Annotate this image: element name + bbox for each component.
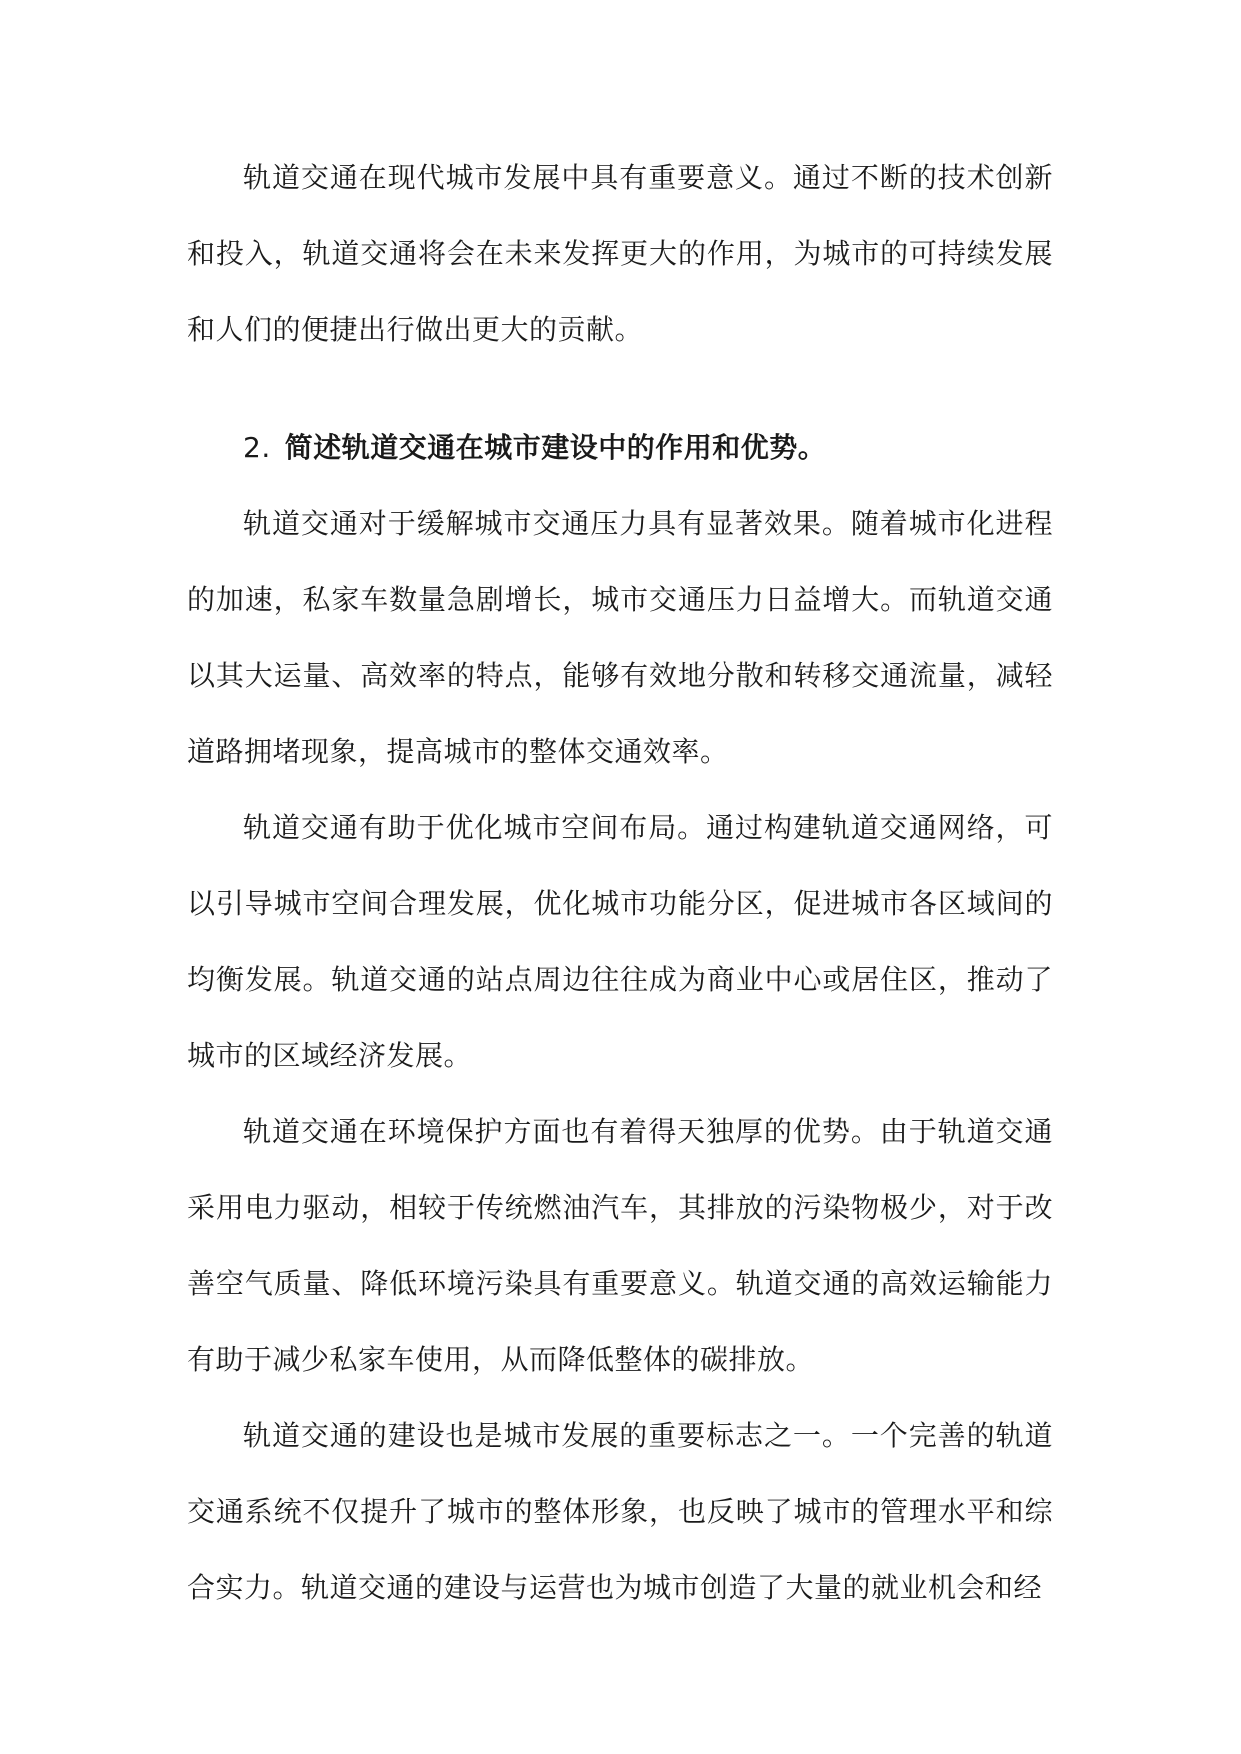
- section-spacer: [187, 368, 1053, 410]
- section-heading: [187, 410, 1053, 486]
- intro-paragraph: 轨道交通在现代城市发展中具有重要意义。通过不断的技术创新和投入，轨道交通将会在未来发挥更大的作用，为城市的可持续发展和人们的便捷出行做出更大的贡献。: [187, 161, 1053, 346]
- body-paragraph-3: 轨道交通在环境保护方面也有着得天独厚的优势。由于轨道交通采用电力驱动，相较于传统燃油汽车，其排放的污染物极少，对于改善空气质量、降低环境污染具有重要意义。轨道交通的高效运输能力有助于减少私家车使用，从而降低整体的碳排放。: [187, 1115, 1053, 1376]
- section-number: 2.: [243, 431, 271, 464]
- body-paragraph-4: 轨道交通的建设也是城市发展的重要标志之一。一个完善的轨道交通系统不仅提升了城市的整体形象，也反映了城市的管理水平和综合实力。轨道交通的建设与运营也为城市创造了大量的就业机会和经: [187, 1419, 1053, 1604]
- section-title: 简述轨道交通在城市建设中的作用和优势。: [284, 431, 827, 464]
- body-paragraph-1: 轨道交通对于缓解城市交通压力具有显著效果。随着城市化进程的加速，私家车数量急剧增长，城市交通压力日益增大。而轨道交通以其大运量、高效率的特点，能够有效地分散和转移交通流量，减轻道路拥堵现象，提高城市的整体交通效率。: [187, 507, 1053, 768]
- body-paragraph-2: 轨道交通有助于优化城市空间布局。通过构建轨道交通网络，可以引导城市空间合理发展，优化城市功能分区，促进城市各区域间的均衡发展。轨道交通的站点周边往往成为商业中心或居住区，推动了城市的区域经济发展。: [187, 811, 1053, 1072]
- document-page: [187, 140, 1053, 1626]
